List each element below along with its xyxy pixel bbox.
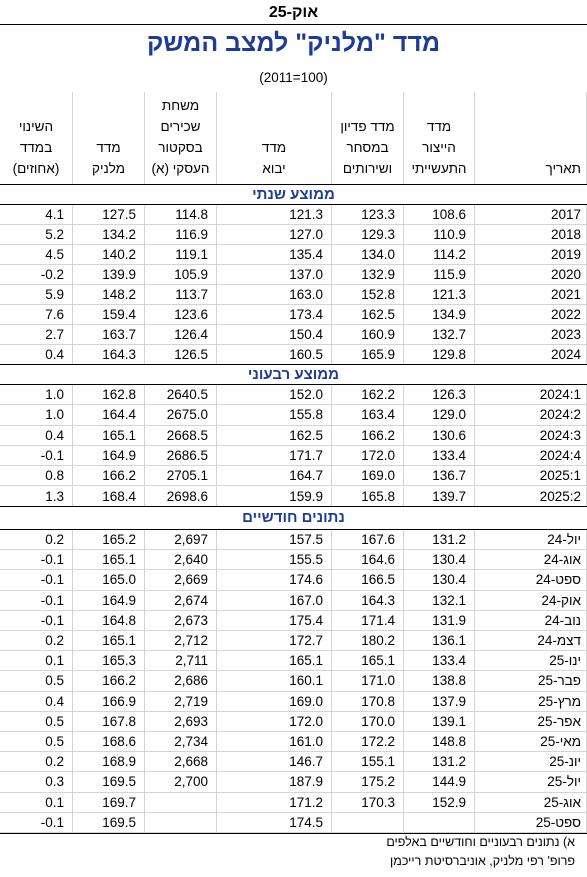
cell-melnick: 166.2	[73, 671, 145, 691]
cell-change: 0.1	[0, 793, 73, 813]
table-row	[0, 772, 587, 792]
cell-trade: 180.2	[332, 631, 404, 651]
cell-imports: 164.7	[217, 466, 332, 486]
cell-employment: 2,686	[145, 671, 217, 691]
cell-date: דצמ-24	[475, 631, 587, 651]
cell-employment: 2,712	[145, 631, 217, 651]
cell-melnick: 164.4	[73, 405, 145, 425]
cell-change: 5.2	[0, 225, 73, 245]
cell-trade: 165.1	[332, 651, 404, 671]
cell-employment: 113.7	[145, 285, 217, 305]
cell-date: 2018	[475, 225, 587, 245]
column-header-row	[0, 92, 587, 185]
cell-imports: 167.0	[217, 591, 332, 611]
cell-imports: 162.5	[217, 426, 332, 446]
cell-melnick: 165.1	[73, 631, 145, 651]
cell-industry: 130.4	[404, 550, 475, 570]
cell-melnick: 167.8	[73, 712, 145, 732]
cell-imports: 152.0	[217, 385, 332, 405]
cell-trade: 175.2	[332, 772, 404, 792]
cell-melnick: 134.2	[73, 225, 145, 245]
cell-imports: 150.4	[217, 325, 332, 345]
cell-date: 2023	[475, 325, 587, 345]
cell-date: מרץ-25	[475, 692, 587, 712]
cell-employment: 2,673	[145, 611, 217, 631]
cell-industry: 131.2	[404, 752, 475, 772]
cell-melnick: 168.6	[73, 732, 145, 752]
cell-employment: 119.1	[145, 245, 217, 265]
table-row	[0, 671, 587, 691]
cell-date: 2024	[475, 345, 587, 365]
cell-imports: 155.8	[217, 405, 332, 425]
cell-change: 1.0	[0, 385, 73, 405]
cell-date: 2022	[475, 305, 587, 325]
cell-imports: 146.7	[217, 752, 332, 772]
cell-melnick: 168.4	[73, 487, 145, 507]
cell-employment: 2705.1	[145, 466, 217, 486]
footnote-author: פרופ' רפי מלניק, אוניברסיטת רייכמן	[390, 854, 575, 868]
cell-change: -0.2	[0, 265, 73, 285]
sheet-tab-label: אוק-25	[268, 4, 319, 21]
cell-trade: 162.2	[332, 385, 404, 405]
cell-melnick: 165.3	[73, 651, 145, 671]
cell-change: -0.1	[0, 570, 73, 590]
cell-imports: 163.0	[217, 285, 332, 305]
cell-employment: 2,669	[145, 570, 217, 590]
cell-imports: 175.4	[217, 611, 332, 631]
cell-change: 0.4	[0, 345, 73, 365]
cell-melnick: 169.5	[73, 813, 145, 833]
cell-change: -0.1	[0, 591, 73, 611]
cell-employment: 2,711	[145, 651, 217, 671]
cell-melnick: 169.7	[73, 793, 145, 813]
cell-industry: 129.0	[404, 405, 475, 425]
cell-imports: 174.6	[217, 570, 332, 590]
cell-imports: 187.9	[217, 772, 332, 792]
cell-industry: 126.3	[404, 385, 475, 405]
cell-employment: 2698.6	[145, 487, 217, 507]
cell-imports: 159.9	[217, 487, 332, 507]
section-annual: ממוצע שנתי	[252, 186, 335, 203]
cell-date: ספט-24	[475, 570, 587, 590]
cell-employment: 2,719	[145, 692, 217, 712]
cell-trade: 170.0	[332, 712, 404, 732]
cell-melnick: 162.8	[73, 385, 145, 405]
cell-trade: 170.8	[332, 692, 404, 712]
cell-date: 2024:3	[475, 426, 587, 446]
cell-imports: 172.0	[217, 712, 332, 732]
cell-employment: 2675.0	[145, 405, 217, 425]
table-row	[0, 487, 587, 507]
table-row	[0, 692, 587, 712]
cell-change: -0.1	[0, 446, 73, 466]
table-row	[0, 225, 587, 245]
page-title: מדד "מלניק" למצב המשק	[146, 29, 441, 57]
cell-change: -0.1	[0, 611, 73, 631]
cell-imports: 157.5	[217, 530, 332, 550]
table-row	[0, 285, 587, 305]
cell-date: 2020	[475, 265, 587, 285]
cell-trade	[332, 813, 404, 833]
cell-change: 2.7	[0, 325, 73, 345]
cell-trade: 162.5	[332, 305, 404, 325]
cell-change: 0.5	[0, 671, 73, 691]
cell-trade: 129.3	[332, 225, 404, 245]
header-employment: משחת שכירים בסקטור העסקי (א)	[145, 92, 217, 185]
cell-imports: 160.1	[217, 671, 332, 691]
header-melnick: מדד מלניק	[73, 92, 145, 185]
footnote-a: א) נתונים רבעוניים וחודשיים באלפים	[386, 835, 575, 849]
cell-melnick: 164.9	[73, 446, 145, 466]
cell-change: 0.4	[0, 426, 73, 446]
cell-trade: 132.9	[332, 265, 404, 285]
cell-industry: 133.4	[404, 651, 475, 671]
cell-date: 2024:4	[475, 446, 587, 466]
cell-melnick: 127.5	[73, 205, 145, 225]
table-row	[0, 631, 587, 651]
cell-employment: 2686.5	[145, 446, 217, 466]
cell-imports: 172.7	[217, 631, 332, 651]
cell-date: אפר-25	[475, 712, 587, 732]
cell-industry: 114.2	[404, 245, 475, 265]
cell-change: 7.6	[0, 305, 73, 325]
cell-trade: 134.0	[332, 245, 404, 265]
cell-melnick: 165.1	[73, 426, 145, 446]
cell-date: 2025:1	[475, 466, 587, 486]
cell-employment: 2640.5	[145, 385, 217, 405]
table-row	[0, 446, 587, 466]
cell-change: 1.3	[0, 487, 73, 507]
cell-date: יול-24	[475, 530, 587, 550]
cell-industry: 115.9	[404, 265, 475, 285]
cell-melnick: 148.2	[73, 285, 145, 305]
cell-melnick: 140.2	[73, 245, 145, 265]
cell-industry: 121.3	[404, 285, 475, 305]
header-trade: מדד פדיון במסחר ושירותים	[332, 92, 404, 185]
cell-trade: 164.6	[332, 550, 404, 570]
cell-industry: 139.7	[404, 487, 475, 507]
cell-melnick: 165.1	[73, 550, 145, 570]
cell-industry: 130.6	[404, 426, 475, 446]
cell-industry: 152.9	[404, 793, 475, 813]
header-change: השינוי במדד (אחוזים)	[0, 92, 73, 185]
cell-imports: 121.3	[217, 205, 332, 225]
cell-change: 4.5	[0, 245, 73, 265]
cell-imports: 173.4	[217, 305, 332, 325]
table-row	[0, 712, 587, 732]
cell-imports: 171.7	[217, 446, 332, 466]
cell-industry: 139.1	[404, 712, 475, 732]
cell-melnick: 164.3	[73, 345, 145, 365]
cell-date: ינו-25	[475, 651, 587, 671]
cell-melnick: 166.2	[73, 466, 145, 486]
cell-industry: 133.4	[404, 446, 475, 466]
cell-change: 0.2	[0, 752, 73, 772]
cell-industry: 138.8	[404, 671, 475, 691]
cell-date: 2017	[475, 205, 587, 225]
cell-industry: 144.9	[404, 772, 475, 792]
cell-melnick: 169.5	[73, 772, 145, 792]
table-row	[0, 405, 587, 425]
cell-melnick: 139.9	[73, 265, 145, 285]
cell-trade: 172.2	[332, 732, 404, 752]
cell-melnick: 165.2	[73, 530, 145, 550]
cell-industry: 132.1	[404, 591, 475, 611]
section-quarterly: ממוצע רבעוני	[247, 366, 340, 383]
cell-date: 2019	[475, 245, 587, 265]
cell-employment: 2,734	[145, 732, 217, 752]
header-industry: מדד הייצור התעשייתי	[404, 92, 475, 185]
cell-trade: 166.2	[332, 426, 404, 446]
cell-date: אוג-25	[475, 793, 587, 813]
table-row	[0, 245, 587, 265]
cell-date: ספט-25	[475, 813, 587, 833]
cell-imports: 165.1	[217, 651, 332, 671]
cell-industry: 134.9	[404, 305, 475, 325]
cell-employment: 126.5	[145, 345, 217, 365]
cell-trade: 164.3	[332, 591, 404, 611]
cell-industry	[404, 813, 475, 833]
table-row	[0, 550, 587, 570]
cell-industry: 131.9	[404, 611, 475, 631]
cell-trade: 165.8	[332, 487, 404, 507]
cell-change: 0.8	[0, 466, 73, 486]
cell-trade: 123.3	[332, 205, 404, 225]
section-monthly: נתונים חודשיים	[242, 509, 345, 526]
cell-employment: 2,700	[145, 772, 217, 792]
cell-trade: 167.6	[332, 530, 404, 550]
cell-date: מאי-25	[475, 732, 587, 752]
cell-employment: 2668.5	[145, 426, 217, 446]
cell-change: 0.2	[0, 631, 73, 651]
cell-employment: 123.6	[145, 305, 217, 325]
table-row	[0, 345, 587, 365]
table-row	[0, 385, 587, 405]
table-row	[0, 305, 587, 325]
table-row	[0, 611, 587, 631]
table-row	[0, 325, 587, 345]
cell-industry: 108.6	[404, 205, 475, 225]
cell-imports: 155.5	[217, 550, 332, 570]
cell-employment: 2,693	[145, 712, 217, 732]
cell-employment: 105.9	[145, 265, 217, 285]
cell-employment: 114.8	[145, 205, 217, 225]
table-row	[0, 265, 587, 285]
cell-industry: 129.8	[404, 345, 475, 365]
cell-change: 0.4	[0, 692, 73, 712]
cell-date: אוג-24	[475, 550, 587, 570]
cell-date: יול-25	[475, 772, 587, 792]
cell-date: 2021	[475, 285, 587, 305]
cell-melnick: 165.0	[73, 570, 145, 590]
cell-trade: 172.0	[332, 446, 404, 466]
cell-employment	[145, 793, 217, 813]
cell-imports: 135.4	[217, 245, 332, 265]
cell-imports: 137.0	[217, 265, 332, 285]
cell-trade: 169.0	[332, 466, 404, 486]
cell-industry: 132.7	[404, 325, 475, 345]
cell-melnick: 166.9	[73, 692, 145, 712]
table-row	[0, 426, 587, 446]
cell-industry: 136.1	[404, 631, 475, 651]
cell-date: 2024:2	[475, 405, 587, 425]
table-row	[0, 651, 587, 671]
cell-imports: 161.0	[217, 732, 332, 752]
cell-imports: 174.5	[217, 813, 332, 833]
cell-trade: 163.4	[332, 405, 404, 425]
cell-trade: 171.0	[332, 671, 404, 691]
cell-date: יונ-25	[475, 752, 587, 772]
cell-trade: 170.3	[332, 793, 404, 813]
header-date: תאריך	[475, 92, 587, 185]
cell-employment: 126.4	[145, 325, 217, 345]
cell-melnick: 159.4	[73, 305, 145, 325]
cell-change: 0.3	[0, 772, 73, 792]
cell-date: נוב-24	[475, 611, 587, 631]
cell-trade: 152.8	[332, 285, 404, 305]
cell-change: 0.1	[0, 651, 73, 671]
cell-industry: 148.8	[404, 732, 475, 752]
cell-melnick: 164.9	[73, 591, 145, 611]
cell-industry: 136.7	[404, 466, 475, 486]
cell-industry: 137.9	[404, 692, 475, 712]
table-row	[0, 813, 587, 833]
table-row	[0, 752, 587, 772]
cell-trade: 171.4	[332, 611, 404, 631]
cell-employment: 2,668	[145, 752, 217, 772]
cell-change: 0.2	[0, 530, 73, 550]
cell-date: 2025:2	[475, 487, 587, 507]
cell-melnick: 164.8	[73, 611, 145, 631]
table-row	[0, 530, 587, 550]
cell-imports: 169.0	[217, 692, 332, 712]
cell-change: 5.9	[0, 285, 73, 305]
cell-trade: 160.9	[332, 325, 404, 345]
cell-trade: 155.1	[332, 752, 404, 772]
cell-employment: 2,640	[145, 550, 217, 570]
cell-employment: 116.9	[145, 225, 217, 245]
cell-change: -0.1	[0, 550, 73, 570]
cell-industry: 110.9	[404, 225, 475, 245]
cell-employment: 2,674	[145, 591, 217, 611]
cell-imports: 127.0	[217, 225, 332, 245]
table-row	[0, 466, 587, 486]
cell-employment: 2,697	[145, 530, 217, 550]
cell-trade: 165.9	[332, 345, 404, 365]
table-row	[0, 793, 587, 813]
cell-date: אוק-24	[475, 591, 587, 611]
base-note: (2011=100)	[259, 70, 328, 85]
cell-change: 4.1	[0, 205, 73, 225]
cell-imports: 160.5	[217, 345, 332, 365]
cell-trade: 166.5	[332, 570, 404, 590]
table-row	[0, 732, 587, 752]
cell-industry: 131.2	[404, 530, 475, 550]
table-row	[0, 205, 587, 225]
cell-date: 2024:1	[475, 385, 587, 405]
cell-change: -0.1	[0, 813, 73, 833]
cell-employment	[145, 813, 217, 833]
cell-imports: 171.2	[217, 793, 332, 813]
cell-industry: 130.4	[404, 570, 475, 590]
cell-change: 0.5	[0, 732, 73, 752]
cell-melnick: 168.9	[73, 752, 145, 772]
header-imports: מדד יבוא	[217, 92, 332, 185]
cell-change: 1.0	[0, 405, 73, 425]
cell-melnick: 163.7	[73, 325, 145, 345]
table-row	[0, 570, 587, 590]
cell-change: 0.5	[0, 712, 73, 732]
table-row	[0, 591, 587, 611]
cell-date: פבר-25	[475, 671, 587, 691]
